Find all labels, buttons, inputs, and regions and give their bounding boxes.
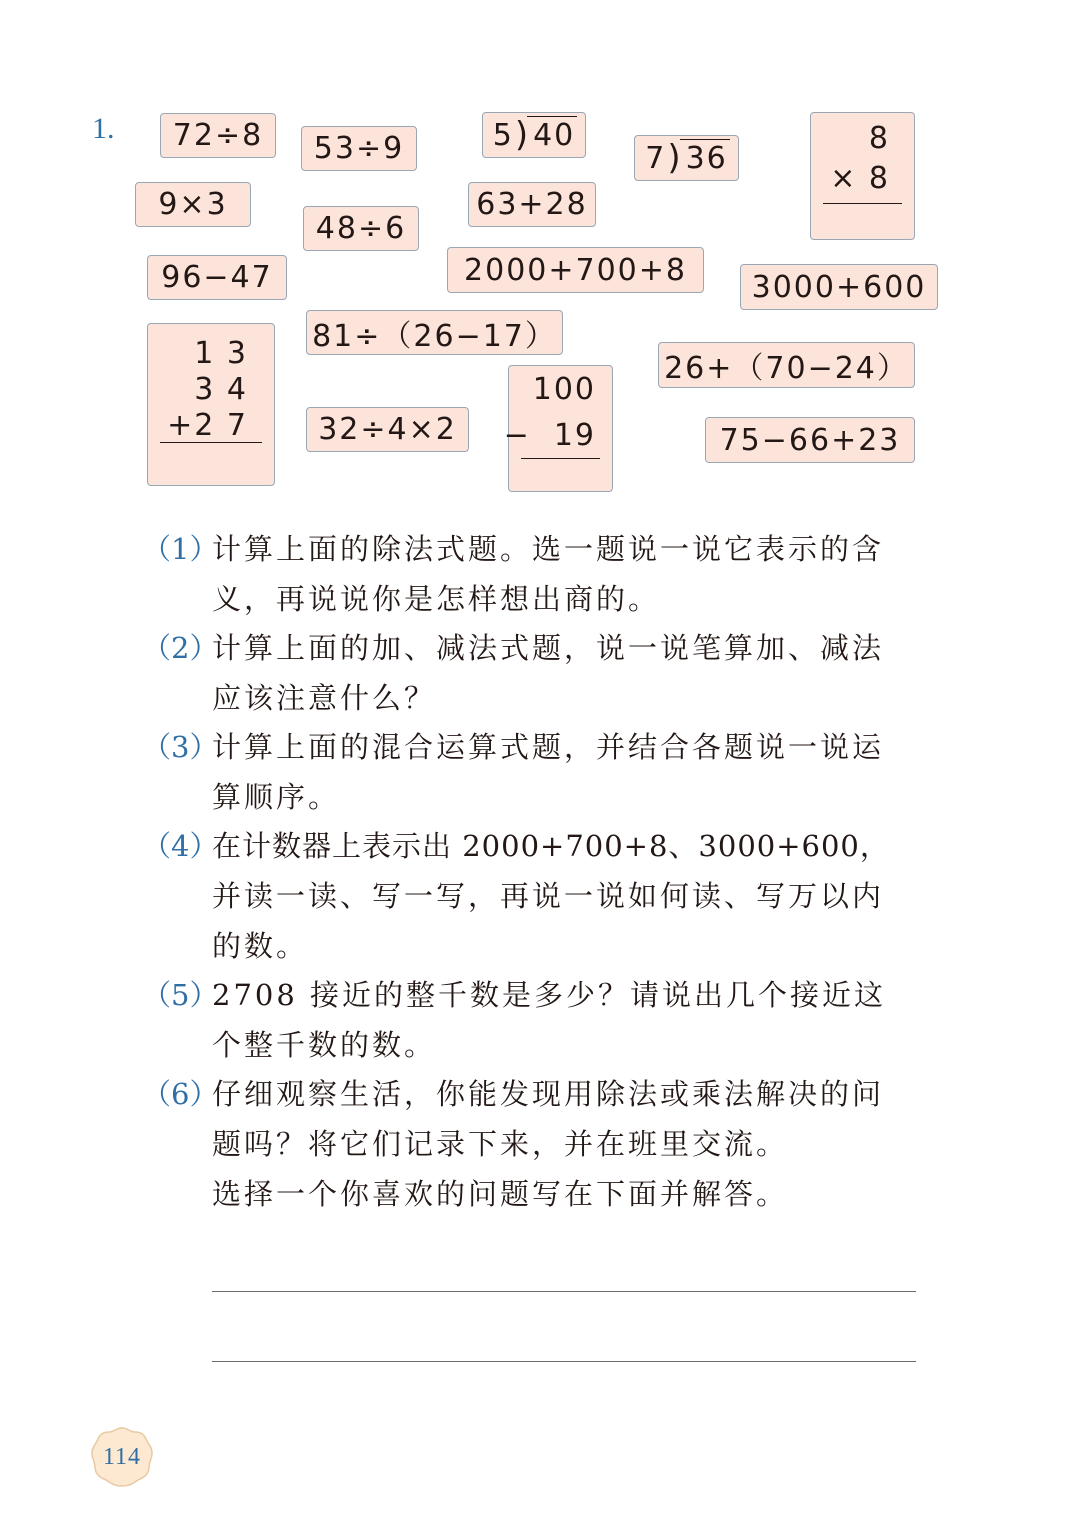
text-line: 计算上面的混合运算式题，并结合各题说一说运 (212, 730, 885, 764)
divisor: 5 (492, 117, 514, 153)
long-division-card-5-40 (482, 112, 586, 158)
text-line: 选择一个你喜欢的问题写在下面并解答。 (212, 1177, 789, 1211)
subquestion-text (212, 970, 912, 1070)
dividend: 36 (685, 140, 728, 176)
answer-line-1[interactable] (212, 1291, 916, 1292)
subquestion-number: （5） (142, 978, 219, 1012)
text-line: 计算上面的加、减法式题，说一说笔算加、减法 (212, 631, 885, 665)
text-line: 的数。 (212, 929, 309, 963)
subquestion-text (212, 623, 912, 723)
difference-rule (521, 458, 600, 459)
subquestion-text (212, 1069, 912, 1219)
text-line: 在计数器上表示出 2000+700+8、3000+600， (212, 829, 890, 863)
vertical-line-3: +2 7 (167, 408, 248, 443)
text-line: 个整千数的数。 (212, 1028, 437, 1062)
long-division-7-36 (645, 138, 728, 178)
subquestion-number: （2） (142, 631, 219, 665)
vertical-line-1: 8 (868, 121, 890, 156)
expr-card-75-minus-66-plus-23: 75−66+23 (705, 417, 915, 463)
vertical-line-1: 100 (532, 372, 596, 407)
expr-card-72-div-8: 72÷8 (160, 113, 276, 158)
question-number: 1. (92, 112, 115, 145)
answer-line-2[interactable] (212, 1361, 916, 1362)
vertical-line-2: × 8 (830, 161, 890, 196)
sum-rule (160, 442, 262, 443)
text-line: 仔细观察生活，你能发现用除法或乘法解决的问 (212, 1077, 885, 1111)
text-line: 题吗？将它们记录下来，并在班里交流。 (212, 1127, 789, 1161)
expr-card-26-plus-paren: 26+（70−24） (658, 342, 915, 388)
vertical-line-2: − 19 (503, 418, 596, 453)
subquestion-number: （1） (142, 532, 219, 566)
vertical-line-2: 3 4 (194, 372, 248, 407)
expr-card-3000-600: 3000+600 (740, 264, 938, 310)
expr-card-81-div-paren: 81÷（26−17） (306, 310, 563, 355)
text-line: 2708 接近的整千数是多少？请说出几个接近这 (212, 978, 887, 1012)
text-line: 应该注意什么？ (212, 681, 437, 715)
text-line: 并读一读、写一写，再说一说如何读、写万以内 (212, 879, 885, 913)
expr-card-96-minus-47: 96−47 (147, 255, 287, 300)
text-line: 算顺序。 (212, 780, 341, 814)
expr-card-32-div-4-times-2: 32÷4×2 (306, 407, 469, 452)
division-bracket-icon: ) (514, 115, 531, 155)
vertical-line-1: 1 3 (194, 336, 248, 371)
subquestion-text (212, 722, 912, 822)
vertical-addition-card (147, 323, 275, 486)
expr-card-9-times-3: 9×3 (135, 182, 251, 227)
expr-card-53-div-9: 53÷9 (301, 126, 417, 171)
subquestion-number: （6） (142, 1077, 219, 1111)
subquestion-text (212, 524, 912, 624)
long-division-5-40 (493, 115, 576, 155)
text-line: 义，再说说你是怎样想出商的。 (212, 582, 661, 616)
expr-card-63-plus-28: 63+28 (468, 182, 596, 227)
expr-card-2000-700-8: 2000+700+8 (447, 247, 704, 293)
subquestion-text (212, 821, 912, 971)
page-number: 114 (102, 1443, 142, 1470)
dividend: 40 (533, 117, 576, 153)
subquestion-number: （3） (142, 730, 219, 764)
text-line: 计算上面的除法式题。选一题说一说它表示的含 (212, 532, 885, 566)
vertical-multiplication-card (810, 112, 915, 240)
divisor: 7 (645, 140, 667, 176)
long-division-card-7-36 (634, 135, 739, 181)
vertical-subtraction-card (503, 365, 613, 492)
expr-card-48-div-6: 48÷6 (303, 206, 419, 251)
division-bracket-icon: ) (667, 138, 683, 178)
subquestion-number: （4） (142, 829, 219, 863)
sum-rule (823, 203, 902, 204)
